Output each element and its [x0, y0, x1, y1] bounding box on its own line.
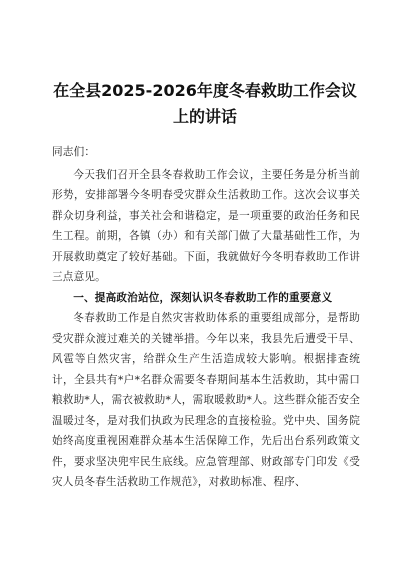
paragraph-intro: 今天我们召开全县冬春救助工作会议，主要任务是分析当前形势，安排部署今冬明春受灾群众生活救助工作。这次会议事关群众切身利益，事关社会和谐稳定，是一项重要的政治任务和民生工程。前期，各镇（办）和有关部门做了大量基础性工作，为开展救助奠定了较好基础。下面，我就做好今冬明春救助工作讲三点意见。	[52, 168, 360, 283]
document-body	[52, 142, 360, 493]
section-heading-1: 一、提高政治站位，深刻认识冬春救助工作的重要意义	[73, 291, 333, 304]
document-title	[40, 78, 370, 130]
title-line-1: 在全县2025-2026年度冬春救助工作会议	[53, 81, 357, 100]
salutation: 同志们：	[52, 146, 96, 158]
paragraph-significance: 冬春救助工作是自然灾害救助体系的重要组成部分，是帮助受灾群众渡过难关的关键举措。今年以来，我县先后遭受干旱、风雹等自然灾害，给群众生产生活造成较大影响。根据排查统计，全县共有*户*名群众需要冬春期间基本生活救助，其中需口粮救助*人，需衣被救助*人，需取暖救助*人。这些群众能否安全温暖过冬，是对我们执政为民理念的直接检验。党中央、国务院始终高度重视困难群众基本生活保障工作，先后出台系列政策文件，要求坚决兜牢民生底线。应急管理部、财政部专门印发《受灾人员冬春生活救助工作规范》，对救助标准、程序、	[52, 312, 360, 488]
title-line-2: 上的讲话	[172, 107, 237, 126]
